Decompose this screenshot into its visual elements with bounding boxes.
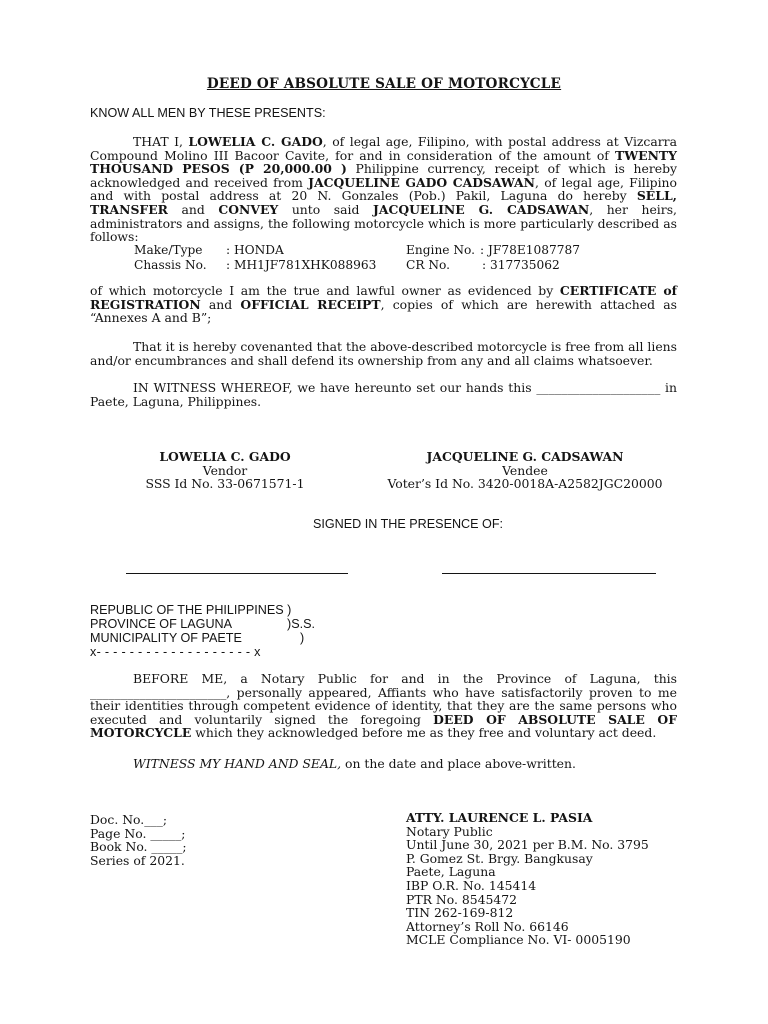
engine-label: Engine No. [406, 243, 476, 257]
vendee-block [380, 450, 670, 491]
document-title: DEED OF ABSOLUTE SALE OF MOTORCYCLE [206, 76, 562, 92]
notary-block [406, 811, 649, 947]
page-number: Page No. _____; [90, 825, 186, 841]
notary-line: Paete, Laguna [406, 864, 496, 880]
paragraph-witness: IN WITNESS WHEREOF, we have hereunto set our hands this ____________________ in Paete, Laguna, Philippines. [90, 380, 677, 409]
vendor-name: LOWELIA C. GADO [159, 449, 291, 464]
cr-label: CR No. [406, 258, 451, 272]
vendee-id: Voter’s Id No. 3420-0018A-A2582JGC20000 [387, 476, 663, 492]
notary-line: P. Gomez St. Brgy. Bangkusay [406, 850, 593, 866]
doc-number: Doc. No.___; [90, 812, 167, 827]
notary-line: Notary Public [406, 823, 493, 839]
witness-signature-line-1 [126, 573, 348, 574]
notary-line: Until June 30, 2021 per B.M. No. 3795 [406, 837, 649, 853]
opening-line: KNOW ALL MEN BY THESE PRESENTS: [90, 106, 326, 120]
make-value: : HONDA [226, 243, 284, 257]
notary-line: TIN 262-169-812 [406, 905, 514, 921]
venue-block [90, 604, 390, 660]
paragraph-hand-seal: WITNESS MY HAND AND SEAL, on the date and place above-written. [133, 756, 576, 771]
vendor-block [120, 450, 330, 491]
paragraph-covenant: That it is hereby covenanted that the above-described motorcycle is free from all liens and/or encumbrances and shall defend its ownership from any and all claims whatsoever. [90, 339, 677, 368]
paragraph-acknowledgment: BEFORE ME, a Notary Public for and in the Province of Laguna, this ______________________, personally appeared, Affiants who have satisfactorily proven to me their identities through competent evidence of identity, that they are the same persons who executed and voluntarily signed the foregoing DEED OF ABSOLUTE SALE OF MOTORCYCLE which they acknowledged before me as they free and voluntary act deed. [90, 671, 677, 741]
notary-line: PTR No. 8545472 [406, 891, 518, 907]
engine-value: : JF78E1087787 [480, 243, 581, 257]
chassis-value: : MH1JF781XHK088963 [226, 258, 377, 272]
vendee-role: Vendee [502, 462, 548, 478]
paragraph-sale: THAT I, LOWELIA C. GADO, of legal age, Filipino, with postal address at Vizcarra Compound Molino III Bacoor Cavite, for and in consideration of the amount of TWENTY THOUSAND PESOS (P 20,000.00 ) Philippine currency, receipt of which is hereby acknowledged and received from JACQUELINE GADO CADSAWAN, of legal age, Filipino and with postal address at 20 N. Gonzales (Pob.) Pakil, Laguna do hereby SELL, TRANSFER and CONVEY unto said JACQUELINE G. CADSAWAN, her heirs, administrators and assigns, the following motorcycle which is more particularly described as follows: [90, 134, 678, 245]
notary-line: Attorney’s Roll No. 66146 [406, 918, 569, 934]
signed-presence-heading: SIGNED IN THE PRESENCE OF: [312, 517, 504, 531]
chassis-label: Chassis No. [134, 258, 207, 272]
make-label: Make/Type [134, 243, 203, 257]
venue-country: REPUBLIC OF THE PHILIPPINES ) [90, 603, 292, 617]
cr-value: : 317735062 [482, 258, 560, 272]
notary-name: ATTY. LAURENCE L. PASIA [406, 810, 593, 825]
venue-separator: x- - - - - - - - - - - - - - - - - - - x [90, 645, 261, 659]
notary-line: MCLE Compliance No. VI- 0005190 [406, 932, 631, 948]
book-number: Book No. _____; [90, 839, 187, 855]
paragraph-ownership: of which motorcycle I am the true and lawful owner as evidenced by CERTIFICATE of REGISTRATION and OFFICIAL RECEIPT, copies of which are herewith attached as “Annexes A and B”; [90, 283, 677, 326]
notary-line: IBP O.R. No. 145414 [406, 877, 537, 893]
doc-info-block [90, 813, 187, 867]
vendor-id: SSS Id No. 33-0671571-1 [145, 476, 305, 492]
venue-municipality: MUNICIPALITY OF PAETE ) [90, 631, 305, 645]
series: Series of 2021. [90, 852, 185, 868]
vendee-name: JACQUELINE G. CADSAWAN [426, 449, 624, 464]
venue-province: PROVINCE OF LAGUNA )S.S. [90, 617, 315, 631]
vendor-role: Vendor [202, 462, 248, 478]
witness-signature-line-2 [442, 573, 656, 574]
